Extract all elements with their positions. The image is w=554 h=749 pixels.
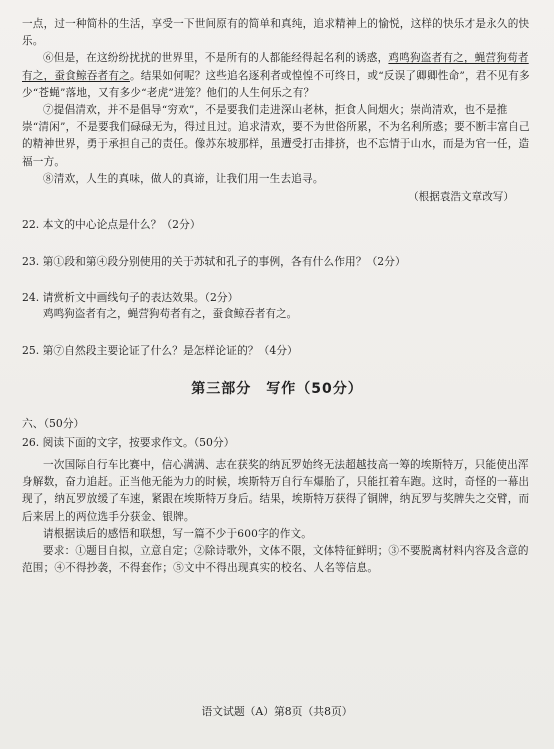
essay-material-paragraph: 一次国际自行车比赛中，信心满满、志在获奖的纳瓦罗始终无法超越技高一筹的埃斯特万，只能使出浑身解数，奋力追赶。正当他无能为力的时候，埃斯特万自行车爆胎了，只能扛着车跑。这时，奇怪的一幕出现了，纳瓦罗放缓了车速，紧跟在埃斯特万身后。结果，埃斯特万获得了铜牌，纳瓦罗与奖牌失之交臂，而后来居上的两位选手分获金、银牌。 (22, 459, 530, 523)
essay-requirements: 要求：①题目自拟，立意自定；②除诗歌外，文体不限，文体特征鲜明；③不要脱离材料内容及含意的范围；④不得抄袭，不得套作；⑤文中不得出现真实的校名、人名等信息。 (22, 545, 529, 575)
passage-paragraph-8: ⑧清欢，人生的真味，做人的真谛，让我们用一生去追寻。 (43, 172, 324, 185)
passage-paragraph-6 (22, 50, 532, 102)
question-26: 26. 阅读下面的文字，按要求作文。（50分） (22, 436, 235, 450)
question-24: 24. 请赏析文中画线句子的表达效果。（2分） (22, 291, 239, 305)
question-24-quote: 鸡鸣狗盗者有之，蝇营狗苟者有之，蚕食鲸吞者有之。 (43, 308, 298, 321)
underlined-sentence: 鸡鸣狗盗者有之，蝇营狗苟者有之，蚕食鲸吞者有之 (22, 52, 529, 82)
section-six-heading: 六、（50分） (22, 417, 85, 431)
question-23: 23. 第①段和第④段分别使用的关于苏轼和孔子的事例，各有什么作用？（2分） (22, 255, 406, 269)
paragraph-6-lead: ⑥但是，在这纷纷扰扰的世界里，不是所有的人都能经得起名利的诱惑， (43, 52, 389, 65)
section-title: 第三部分 写作（50分） (191, 381, 363, 398)
paragraph-6-tail: 。结果如何呢？这些追名逐利者或惶惶不可终日，或“反误了卿卿性命”，君不见有多少“苍蝇”落地，又有多少“老虎”进笼？他们的人生何乐之有？ (22, 69, 530, 99)
passage-intro-paragraph: 一点，过一种简朴的生活，享受一下世间原有的简单和真纯，追求精神上的愉悦，这样的快乐才是永久的快乐。 (22, 18, 530, 48)
passage-paragraph-7: ⑦提倡清欢，并不是倡导“穷欢”，不是要我们走进深山老林，拒食人间烟火；崇尚清欢，也不是推崇“清闲”，不是要我们碌碌无为，得过且过。追求清欢，要不为世俗所累，不为名利所惑；要不断丰富自己的精神世界，勇于承担自己的责任。像苏东坡那样，虽遭受打击排挤，也不忘情于山水，而是为官一任，造福一方。 (22, 104, 530, 168)
essay-instruction: 请根据读后的感悟和联想，写一篇不少于600字的作文。 (43, 527, 313, 540)
question-22: 22. 本文的中心论点是什么？（2分） (22, 218, 201, 232)
question-25: 25. 第⑦自然段主要论证了什么？是怎样论证的？（4分） (22, 344, 298, 358)
page-footer: 语文试题（A）第8页（共8页） (201, 705, 353, 718)
passage-source: （根据袁浩文章改写） (408, 191, 514, 204)
